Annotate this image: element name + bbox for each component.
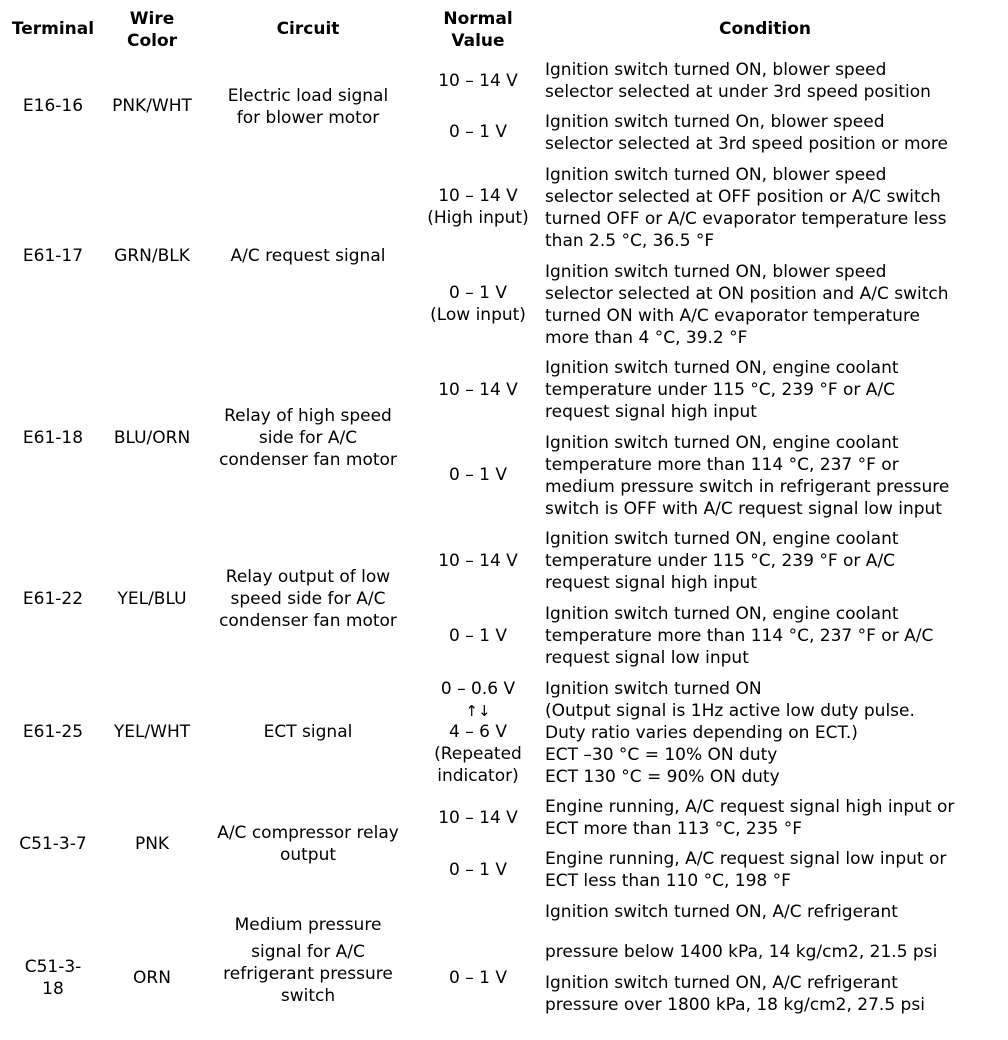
- wire-color-cell: GRN/BLK: [114, 246, 190, 266]
- condition-cell: Ignition switch turned ON, blower speed selector selected at OFF position or A/C switch turned OFF or A/C evaporator temperature less than 2.5 °C, 36.5 °F: [545, 165, 947, 251]
- normal-value-cell: 0 – 1 V: [449, 626, 507, 646]
- normal-value-cell: 0 – 1 V: [449, 968, 507, 988]
- terminal-cell: E16-16: [22, 96, 84, 116]
- condition-cell: Ignition switch turned ON, engine coolant temperature under 115 °C, 239 °F or A/C request signal high input: [545, 358, 899, 422]
- normal-value-cell: 0 – 1 V: [449, 122, 507, 142]
- circuit-cell: Relay of high speed side for A/C condenser fan motor: [219, 406, 397, 470]
- wire-color-cell: YEL/WHT: [113, 722, 191, 742]
- normal-value-cell: 0 – 0.6 V: [440, 679, 516, 699]
- circuit-cell: signal for A/C refrigerant pressure switch: [223, 942, 393, 1006]
- circuit-cell: Relay output of low speed side for A/C condenser fan motor: [219, 567, 397, 631]
- header-wire-color: Wire Color: [126, 9, 178, 51]
- wire-color-cell: ORN: [133, 968, 171, 988]
- normal-value-cell: 0 – 1 V: [449, 465, 507, 485]
- circuit-cell: Medium pressure: [234, 915, 382, 935]
- normal-value-cell: 10 – 14 V: [438, 808, 518, 828]
- wire-color-cell: PNK: [134, 834, 170, 854]
- condition-cell: Ignition switch turned ON, engine coolant temperature more than 114 °C, 237 °F or medium pressure switch in refrigerant pressure switch is OFF with A/C request signal low input: [545, 433, 950, 519]
- condition-cell: Ignition switch turned ON, blower speed selector selected at under 3rd speed position: [545, 60, 931, 102]
- circuit-cell: ECT signal: [263, 722, 353, 742]
- header-condition: Condition: [719, 19, 811, 39]
- header-normal-value: Normal Value: [443, 9, 513, 51]
- condition-cell: Ignition switch turned ON, A/C refrigerant pressure over 1800 kPa, 18 kg/cm2, 27.5 psi: [545, 973, 925, 1015]
- normal-value-cell: 10 – 14 V (High input): [427, 186, 529, 228]
- condition-cell: Ignition switch turned ON, engine coolant temperature under 115 °C, 239 °F or A/C request signal high input: [545, 529, 899, 593]
- terminal-cell: C51-3- 18: [24, 957, 82, 999]
- condition-cell: Ignition switch turned ON, A/C refrigerant: [545, 902, 898, 922]
- condition-cell: Engine running, A/C request signal high input or ECT more than 113 °C, 235 °F: [545, 797, 955, 839]
- circuit-cell: Electric load signal for blower motor: [227, 86, 389, 128]
- terminal-cell: E61-17: [22, 246, 84, 266]
- terminal-cell: C51-3-7: [19, 834, 87, 854]
- header-terminal: Terminal: [11, 19, 95, 39]
- normal-value-cell: 10 – 14 V: [438, 551, 518, 571]
- up-down-arrow-icon: ↑↓: [465, 702, 491, 720]
- condition-cell: pressure below 1400 kPa, 14 kg/cm2, 21.5 psi: [545, 942, 938, 962]
- normal-value-cell: 10 – 14 V: [438, 380, 518, 400]
- normal-value-cell: 0 – 1 V: [449, 860, 507, 880]
- terminal-cell: E61-18: [22, 428, 84, 448]
- condition-cell: Ignition switch turned ON, engine coolant temperature more than 114 °C, 237 °F or A/C request signal low input: [545, 604, 934, 668]
- normal-value-cell: 4 – 6 V (Repeated indicator): [434, 722, 522, 786]
- circuit-cell: A/C compressor relay output: [217, 823, 399, 865]
- wire-color-cell: PNK/WHT: [112, 96, 192, 116]
- condition-cell: Ignition switch turned On, blower speed selector selected at 3rd speed position or more: [545, 112, 948, 154]
- wire-color-cell: YEL/BLU: [117, 589, 187, 609]
- terminal-cell: E61-25: [22, 722, 84, 742]
- header-circuit: Circuit: [276, 19, 340, 39]
- circuit-cell: A/C request signal: [230, 246, 386, 266]
- wire-color-cell: BLU/ORN: [113, 428, 191, 448]
- condition-cell: Ignition switch turned ON, blower speed selector selected at ON position and A/C switch turned ON with A/C evaporator temperature more than 4 °C, 39.2 °F: [545, 262, 949, 348]
- condition-cell: Ignition switch turned ON (Output signal is 1Hz active low duty pulse. Duty ratio varies depending on ECT.) ECT –30 °C = 10% ON duty ECT 130 °C = 90% ON duty: [545, 679, 915, 787]
- normal-value-cell: 10 – 14 V: [438, 71, 518, 91]
- normal-value-cell: 0 – 1 V (Low input): [430, 283, 526, 325]
- terminal-cell: E61-22: [22, 589, 84, 609]
- condition-cell: Engine running, A/C request signal low input or ECT less than 110 °C, 198 °F: [545, 849, 947, 891]
